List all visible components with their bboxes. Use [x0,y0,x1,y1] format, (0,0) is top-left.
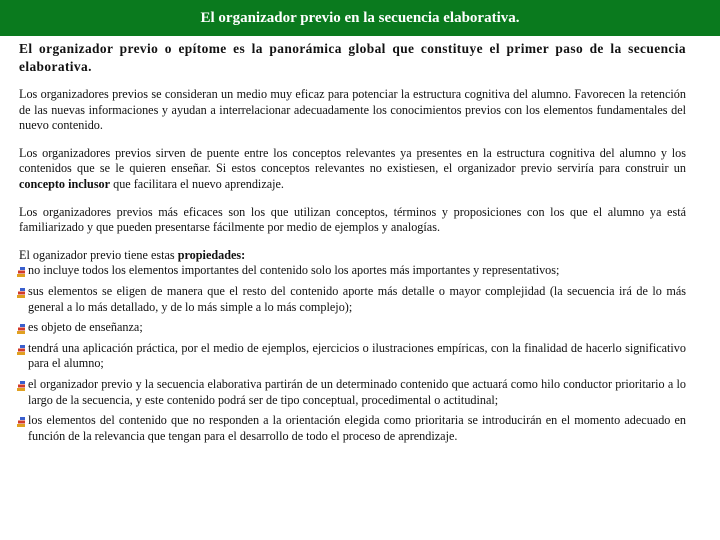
paragraph-1: Los organizadores previos se consideran un medio muy eficaz para potenciar la estructura cognitiva del alumno. Favorecen la retención de las nuevas informaciones y ayudan a interrelacionar adecuadamente los conocimientos previos con los elementos fundamentales del nuevo contenido. [19,87,686,133]
list-item-text: sus elementos se eligen de manera que el resto del contenido aporte más detalle o mayor complejidad (la secuencia irá de lo más general a lo más detallado, y de lo más simple a lo más complejo); [28,283,686,314]
list-item-text: los elementos del contenido que no responden a la orientación elegida como prioritaria se introducirán en el momento adecuado en función de la relevancia que tengan para el desarrollo de todo el proceso de aprendizaje. [28,413,686,443]
list-item-text: tendrá una aplicación práctica, por el medio de ejemplos, ejercicios o ilustraciones empíricas, con la finalidad de hacerlo significativo para el alumno; [28,340,686,371]
paragraph-2-tail: que facilitara el nuevo aprendizaje. [110,176,284,191]
list-item [19,263,686,279]
paragraph-2-text: Los organizadores previos sirven de puente entre los conceptos relevantes ya presentes en la estructura cognitiva del alumno y los contenidos que se le quieren enseñar. Si estos conceptos relevantes no existiesen, el organizador previo serviría para construir un [19,145,686,176]
properties-heading [19,248,686,264]
list-item [19,341,686,372]
stacked-bars-bullet-icon [17,416,26,426]
list-item-text: no incluye todos los elementos importantes del contenido solo los aportes más importantes y representativos; [28,263,560,278]
paragraph-3: Los organizadores previos más eficaces son los que utilizan conceptos, términos y proposiciones con los que el alumno ya está familiarizado y que pueden presentarse fácilmente por medio de ejemplos y analogías. [19,204,686,235]
intro-text: El organizador previo o epítome es la panorámica global que constituye el primer paso de la secuencia elaborativa. [19,41,686,74]
slide-body [19,40,686,449]
properties-heading-text: El oganizador previo tiene estas [19,247,178,262]
list-item-text: es objeto de enseñanza; [28,320,143,335]
list-item [19,413,686,444]
stacked-bars-bullet-icon [17,323,26,333]
stacked-bars-bullet-icon [17,266,26,276]
stacked-bars-bullet-icon [17,380,26,390]
list-item [19,377,686,408]
stacked-bars-bullet-icon [17,287,26,297]
properties-term: propiedades: [177,247,246,262]
slide-title: El organizador previo en la secuencia elaborativa. [0,0,720,36]
stacked-bars-bullet-icon [17,344,26,354]
list-item [19,284,686,315]
list-item-text: el organizador previo y la secuencia elaborativa partirán de un determinado contenido que actuará como hilo conductor prioritario a lo largo de la secuencia, y este contenido podrá ser de tipo conceptual, procedimental o actitudinal; [28,376,686,407]
properties-list [19,263,686,444]
paragraph-2 [19,146,686,193]
concepto-inclusor-term: concepto inclusor [19,176,111,191]
list-item [19,320,686,336]
